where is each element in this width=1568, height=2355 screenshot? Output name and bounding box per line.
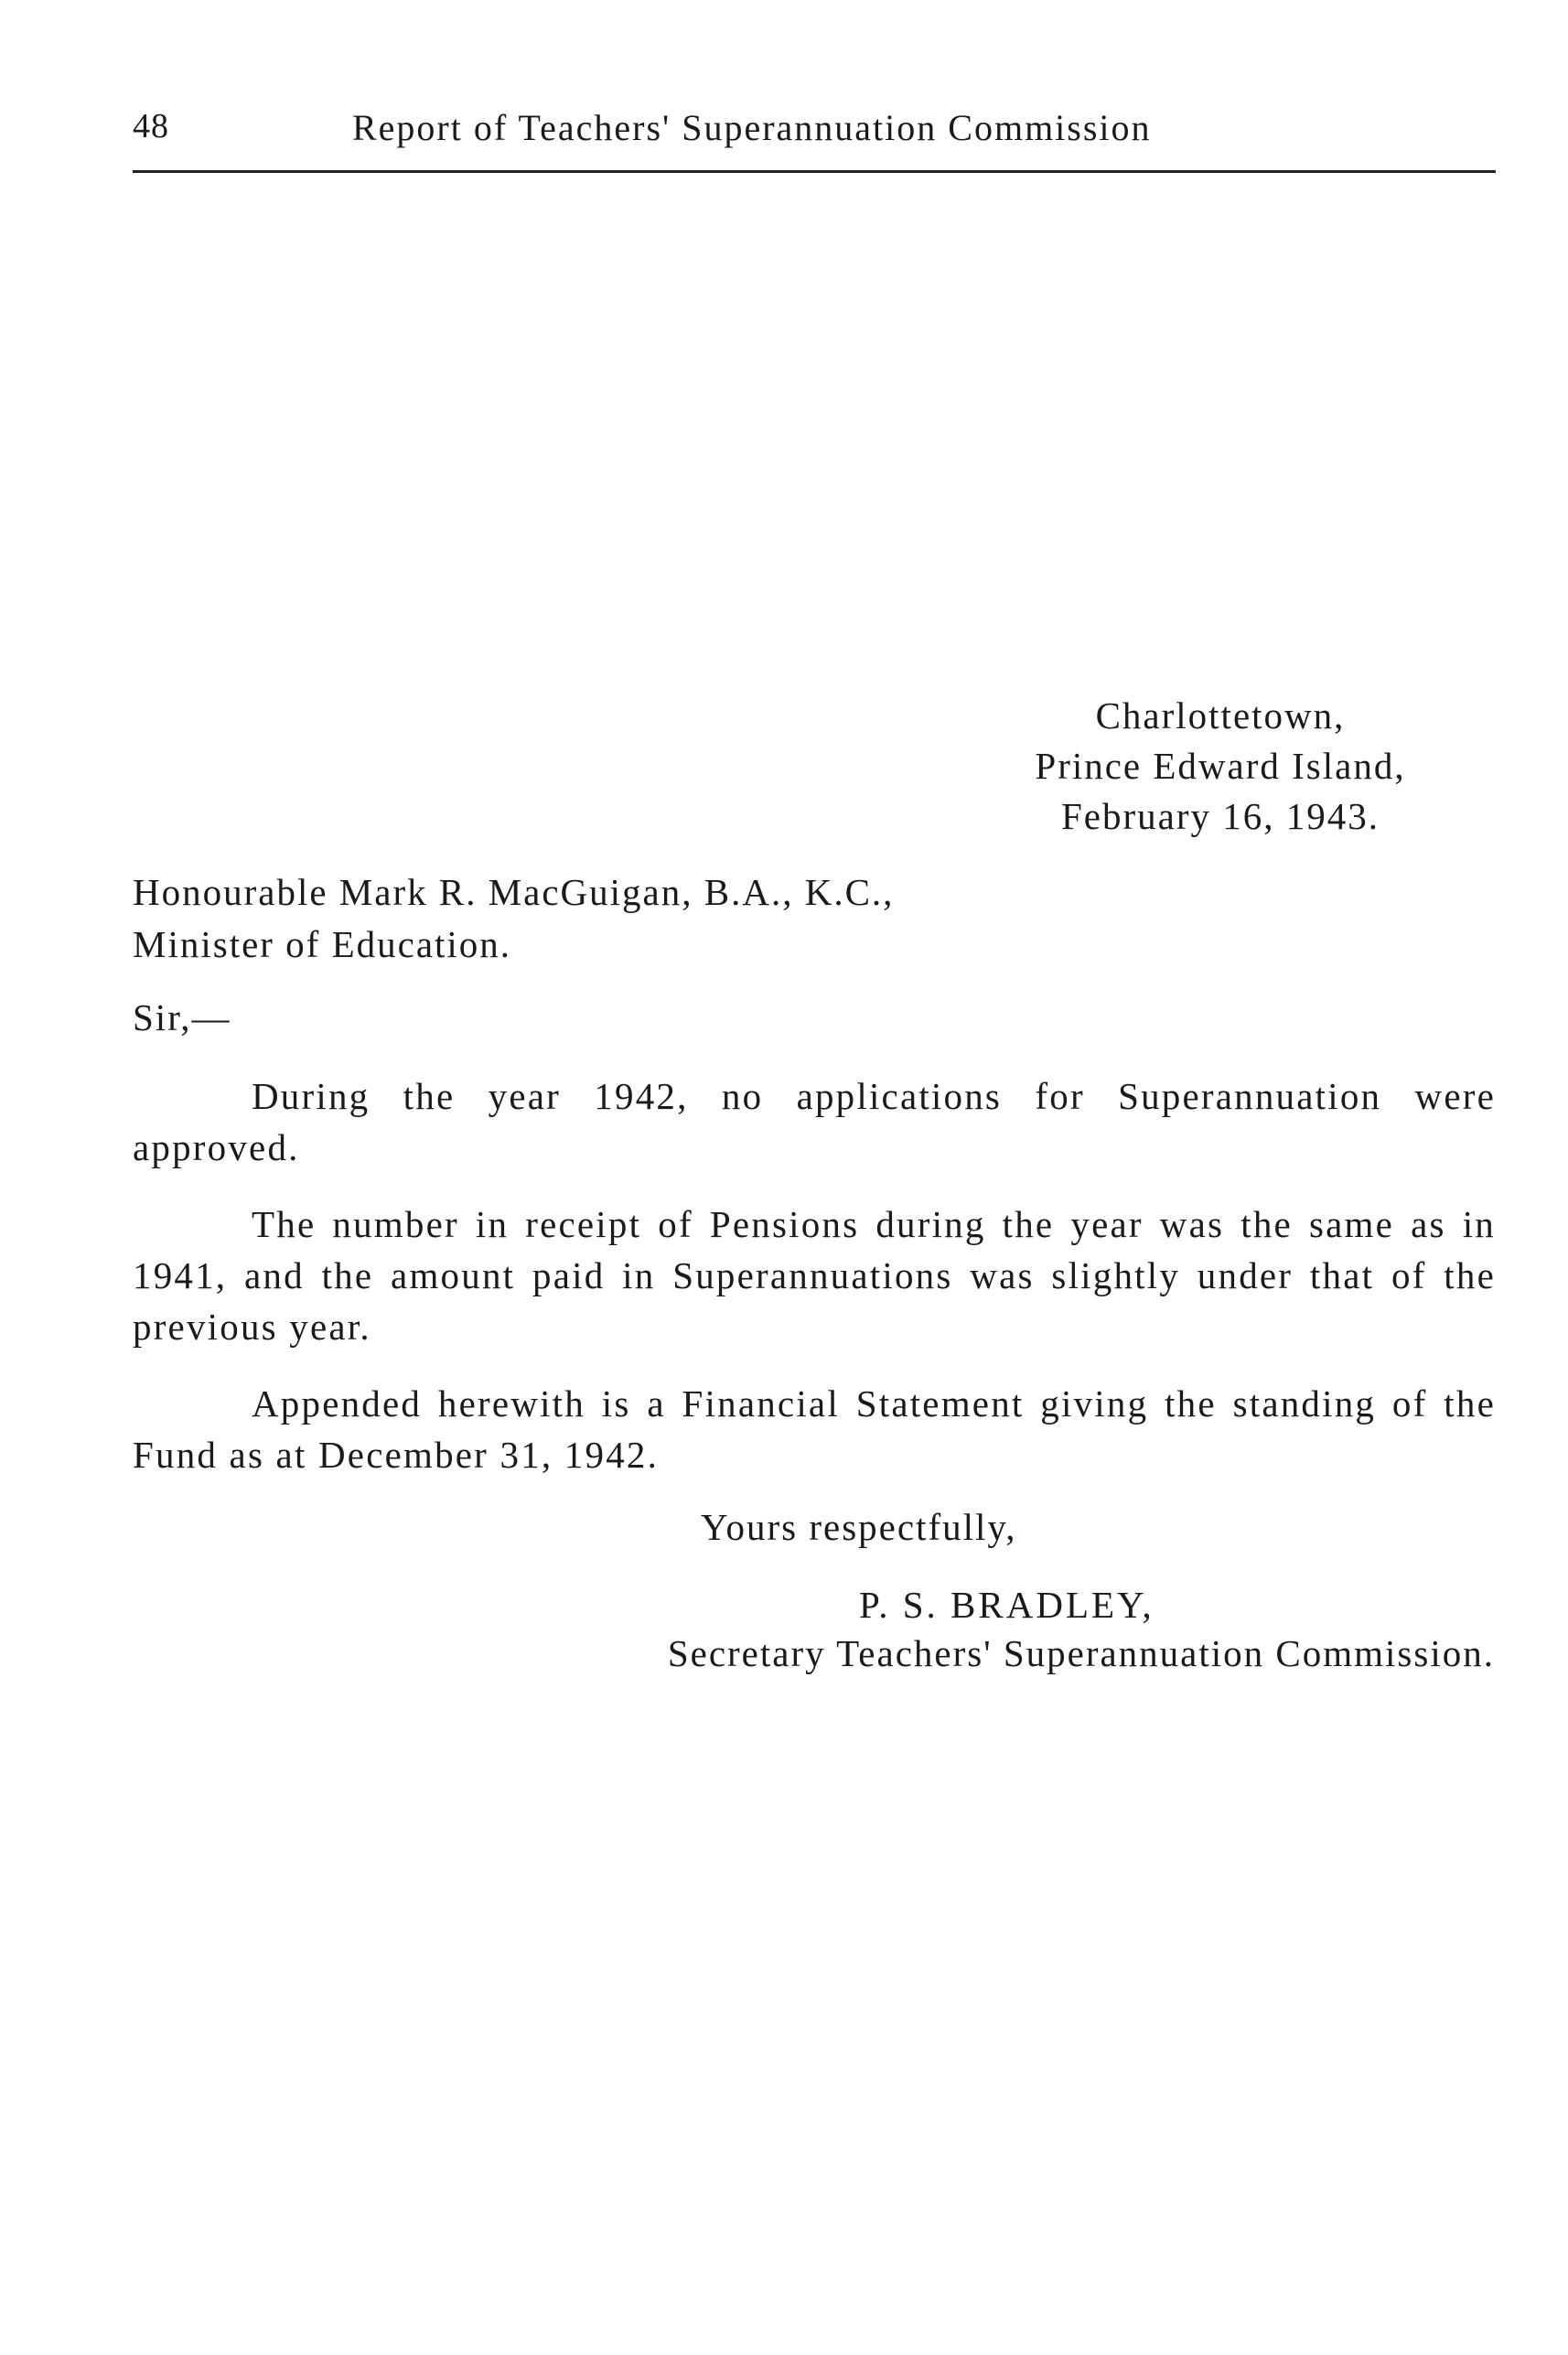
city-line: Charlottetown, (1095, 694, 1346, 737)
province-line: Prince Edward Island, (1035, 745, 1406, 787)
signature-title: Secretary Teachers' Superannuation Commission. (667, 1632, 1495, 1674)
addressee-title: Minister of Education. (133, 923, 512, 965)
page-number: 48 (133, 107, 169, 145)
body-paragraph: The number in receipt of Pensions during the year was the same as in 1941, and the amount paid in Superannuations was slightly under that of the previous year. (133, 1203, 1496, 1348)
date-line: February 16, 1943. (1060, 795, 1380, 837)
closing: Yours respectfully, (701, 1506, 1017, 1548)
body-paragraph: Appended herewith is a Financial Statement giving the standing of the Fund as at December 31, 1942. (133, 1382, 1496, 1476)
page-header (133, 101, 1496, 173)
place-date-block (946, 691, 1495, 842)
signature-name: P. S. BRADLEY, (859, 1584, 1155, 1626)
body-paragraph: During the year 1942, no applications for Superannuation were approved. (133, 1075, 1496, 1168)
addressee-block (133, 866, 894, 971)
running-title: Report of Teachers' Superannuation Commission (352, 107, 1152, 148)
salutation: Sir,— (133, 996, 231, 1038)
addressee-name: Honourable Mark R. MacGuigan, B.A., K.C., (133, 871, 895, 913)
